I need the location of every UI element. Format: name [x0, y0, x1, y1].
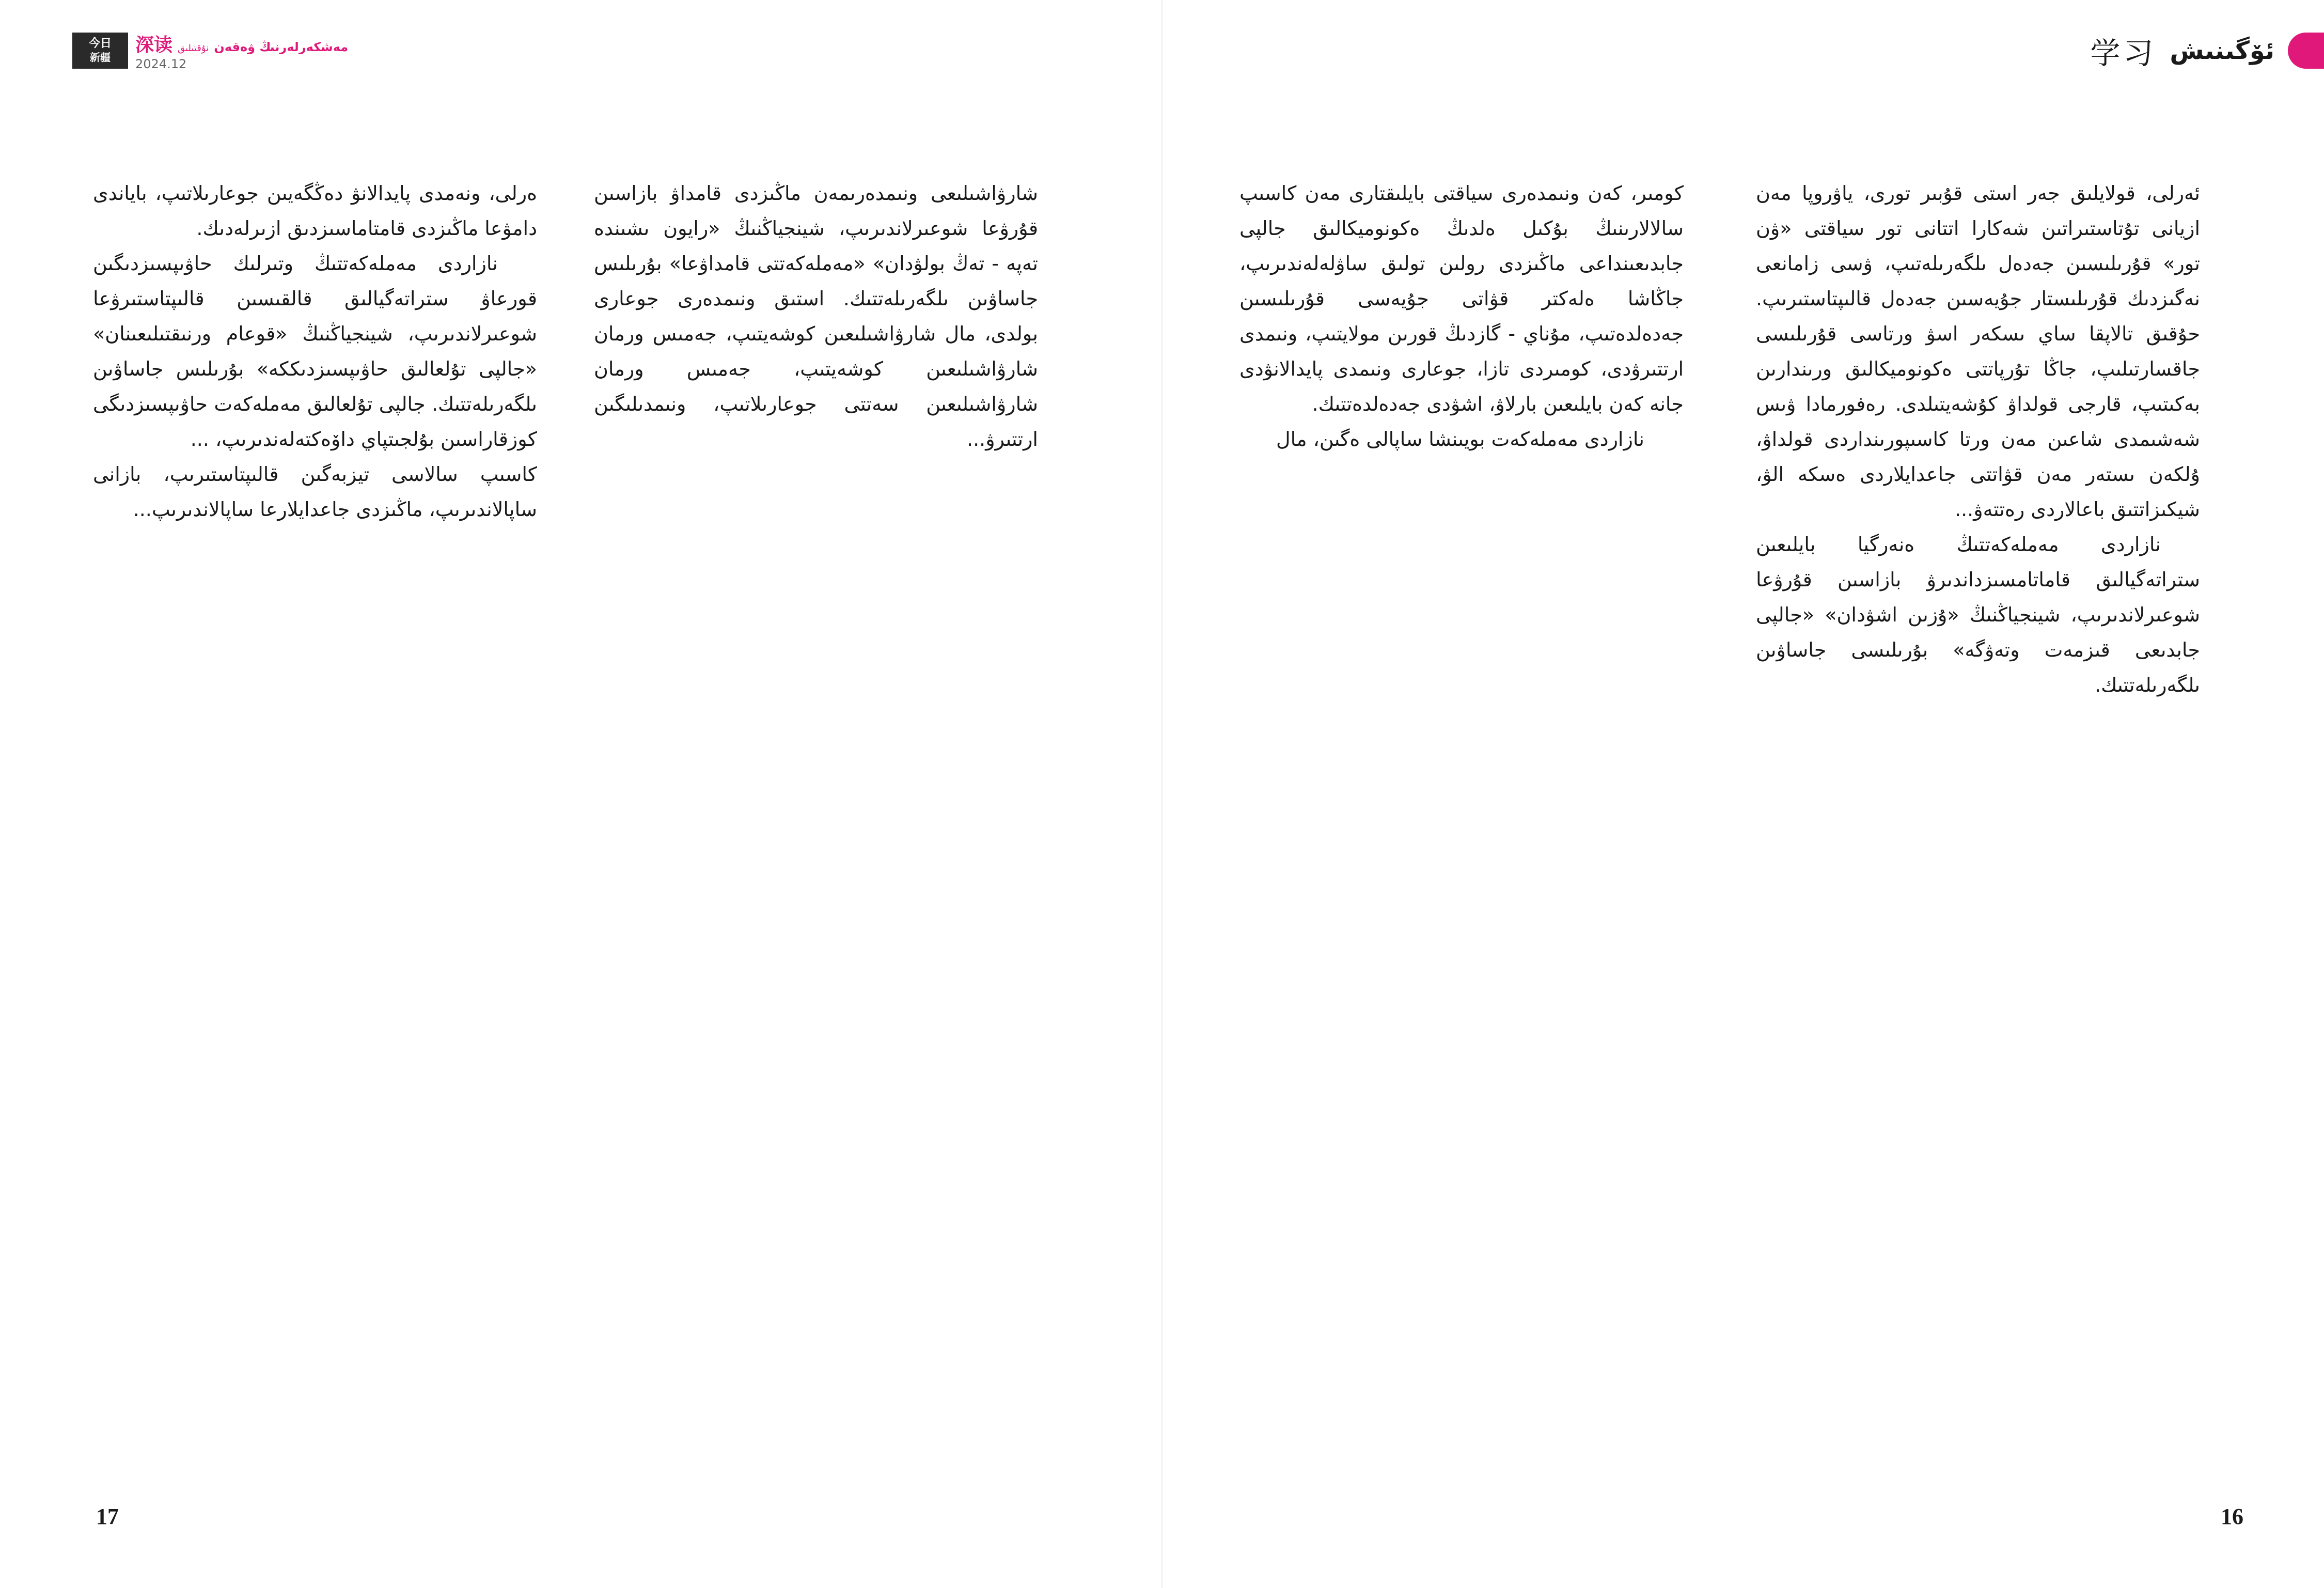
magazine-logo	[72, 33, 128, 69]
text-column-2	[1239, 176, 1684, 1498]
text-column-3	[594, 176, 1038, 1498]
text-column-1	[1756, 176, 2200, 1498]
issue-date: 2024.12	[135, 56, 187, 71]
section-title-ug: ئۆگىنىش	[2170, 36, 2274, 65]
right-page-header	[2090, 30, 2324, 71]
header-meta	[135, 30, 348, 71]
paragraph: كومىر، كەن ونىمدەرى سياقتى بايلىقتارى مەن كاسىپ سالالارىنىڭ بۇكىل ەلدىڭ ەكونوميكالىق جالپى جابدىعىنداعى ماڭىزدى رولىن تولىق ساۋلەلەندىرىپ، جاڭاشا ەلەكتر قۋاتى جۇيەسى قۇرىلىسىن جەدەلدەتىپ، مۇناي - گازدىڭ قورىن مولايتىپ، ونىمدى ارتتىرۋدى، كومىردى تازا، جوعارى ونىمدى پايدالانۋدى جانە كەن بايلىعىن بارلاۋ، اشۋدى جەدەلدەتتىك.	[1239, 182, 1684, 415]
paragraph: شارۋاشىلىعى ونىمدەرىمەن ماڭىزدى قامداۋ بازاسىن قۇرۋعا شوعىرلاندىرىپ، شينجياڭنىڭ «رايون ىشىندە تەپە - تەڭ بولۋدان» «مەملەكەتتى قامداۋعا» بۇرىلىس جاساۋىن ىلگەرىلەتتىك. استىق ونىمدەرى جوعارى بولدى، مال شارۋاشىلىعىن كوشەيتىپ، جەمىس ورمان شارۋاشىلىعىن كوشەيتىپ، جەمىس ورمان شارۋاشىلىعىن سەتتى جوعارىلاتىپ، ونىمدىلىگىن ارتتىرۋ...	[594, 182, 1038, 450]
page-number-left: 17	[96, 1504, 119, 1529]
logo-line2: 新疆	[90, 51, 111, 64]
paragraph: نازاردى مەملەكەتتىڭ ەنەرگيا بايلىعىن ستراتەگيالىق قاماتامسىزداندىرۋ بازاسىن قۇرۋعا شوعىرلاندىرىپ، شينجياڭنىڭ «ۇزىن اشۋدان» «جالپى جابدىعى قىزمەت وتەۋگە» بۇرىلىسى جاساۋىن ىلگەرىلەتتىك.	[1756, 533, 2200, 696]
text-column-4	[93, 176, 537, 1498]
magazine-name: مەشكەرلەرنىڭ ۋەقەن	[214, 39, 349, 54]
section-title-cn: 学习	[2090, 36, 2157, 71]
section-label-cn: 深读	[135, 34, 173, 56]
logo-line1: 今日	[88, 37, 112, 50]
section-label-ug-small: نۇقتىلىق	[178, 42, 209, 54]
spread-divider	[1161, 0, 1163, 1588]
paragraph: كاسىپ سالاسى تيزبەگىن قالىپتاستىرىپ، بازانى ساپالاندىرىپ، ماڭىزدى جاعدايلارعا ساپالاندىرىپ...	[93, 463, 537, 521]
paragraph: نازاردى مەملەكەتتىڭ وتىرلىك حاۋىپسىزدىگىن قورعاۋ ستراتەگيالىق قالقىسىن قالىپتاستىرۋعا شوعىرلاندىرىپ، شينجياڭنىڭ «قوعام ورنىقتىلىعىنان» «جالپى تۇلعالىق حاۋىپسىزدىككە» بۇرىلىس جاساۋىن ىلگەرىلەتتىك. جالپى تۇلعالىق مەملەكەت حاۋىپسىزدىگى كوزقاراسىن بۇلجىتپاي داۆەكتەلەندىرىپ، ...	[93, 252, 537, 450]
section-tab-marker	[2288, 33, 2324, 69]
paragraph: ئەرلى، قولايلىق جەر استى قۇبىر تورى، ياۋروپا مەن ازيانى تۇتاستىراتىن شەكارا اتتانى تور سياقتى «ۋن تور» قۇرىلىسىن جەدەل ىلگەرىلەتىپ، ۋسى زامانعى نەگىزدىك قۇرىلىستار جۇيەسىن جەدەل قالىپتاستىرىپ. حۇقىق تالاپقا ساي ىسكەر اسۋ ورتاسى قۇرىلىسى جاقسارتىلىپ، جاڭا تۇرپاتتى ەكونوميكالىق ورىندارىن بەكىتىپ، قارجى قولداۋ كۇشەيتىلدى. رەفورمادا ۋىس شەشىمدى شاعىن مەن ورتا كاسىپورىنداردى قولداۋ، ۇلكەن ىستەر مەن قۋاتتى جاعدايلاردى ەسكە الۋ، شيكىزاتتىق باعالاردى رەتتەۋ...	[1756, 182, 2200, 521]
paragraph: ەرلى، ونەمدى پايدالانۋ دەڭگەيىن جوعارىلاتىپ، باياندى دامۋعا ماڭىزدى قامتاماسىزدىق ازىرلەدىك.	[93, 182, 537, 240]
paragraph: نازاردى مەملەكەت بويىنشا ساپالى ەگىن، مال	[1276, 428, 1644, 450]
left-page-header	[72, 30, 348, 71]
page-number-right: 16	[2221, 1504, 2243, 1529]
